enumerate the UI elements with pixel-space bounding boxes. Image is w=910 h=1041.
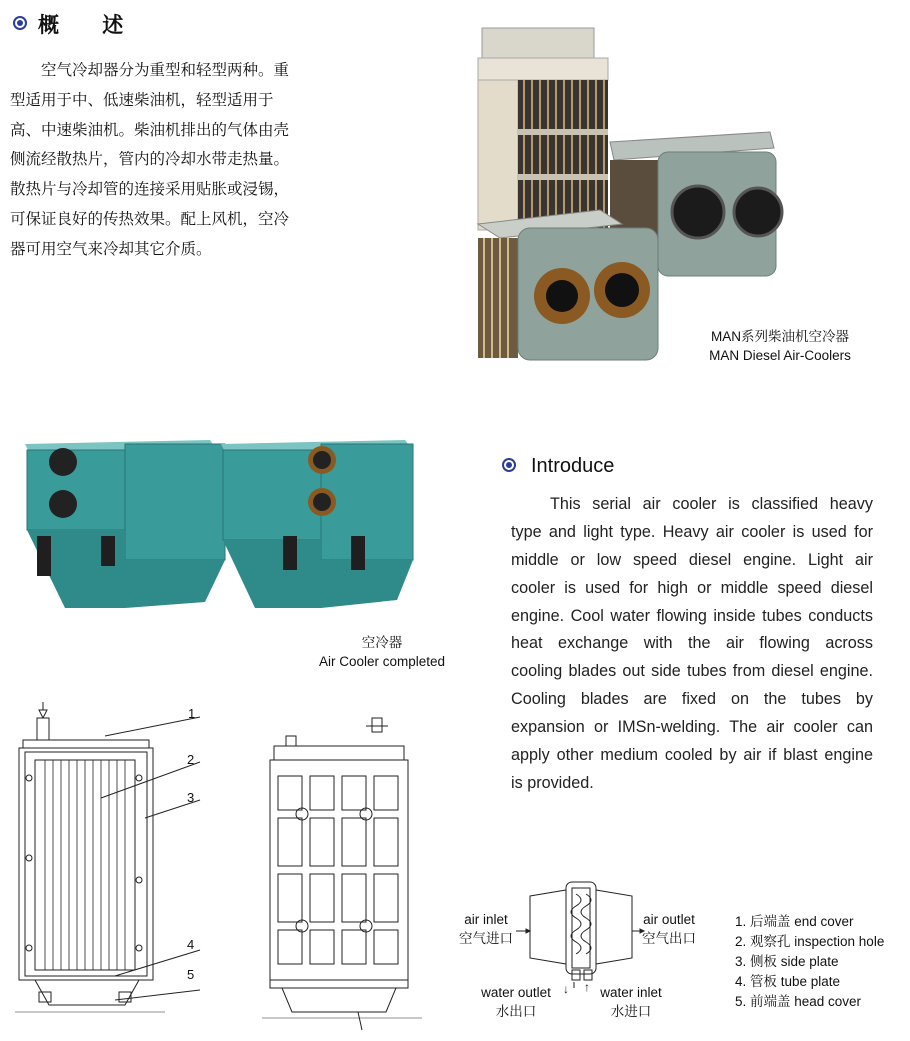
legend-item: 5. 前端盖 head cover (735, 994, 862, 1009)
cn-section-paragraph (10, 56, 358, 265)
cn-paragraph-line: 高、中速柴油机。柴油机排出的气体由壳 (10, 120, 290, 139)
parts-legend (735, 912, 884, 1012)
air-inlet-cn: 空气进口 (459, 931, 513, 946)
caption-en: MAN Diesel Air-Coolers (709, 348, 851, 363)
air-outlet-en: air outlet (643, 912, 695, 927)
cn-paragraph-line: 侧流经散热片，管内的冷却水带走热量。 (10, 150, 290, 169)
callout-3: 3 (187, 790, 195, 805)
side-view-drawing (15, 700, 215, 1035)
legend-item: 3. 侧板 side plate (735, 954, 839, 969)
air-cooler-completed-caption (302, 633, 462, 671)
cn-paragraph-line: 散热片与冷却管的连接采用贴胀或浸锡， (10, 180, 290, 199)
caption-en: Air Cooler completed (318, 654, 446, 669)
air-inlet-label (454, 910, 518, 948)
water-outlet-en: water outlet (481, 985, 551, 1000)
air-outlet-cn: 空气出口 (642, 931, 696, 946)
flow-diagram (516, 878, 646, 988)
en-paragraph-line: type and light type. Heavy air cooler is used for (511, 522, 873, 541)
water-inlet-label (593, 983, 669, 1021)
en-section-heading: Introduce (531, 455, 615, 477)
man-air-coolers-caption (680, 327, 880, 365)
man-air-coolers-photo (470, 24, 790, 369)
caption-cn: MAN系列柴油机空冷器 (711, 329, 849, 344)
callout-1: 1 (188, 706, 196, 721)
water-outlet-label (475, 983, 557, 1021)
callout-5: 5 (187, 967, 195, 982)
en-paragraph-line: expansion or IMSn-welding. The air cooler can (511, 718, 873, 737)
water-outlet-arrow-icon: ↓ (563, 982, 569, 996)
en-paragraph-line: is provided. (511, 773, 594, 792)
air-outlet-label (636, 910, 702, 948)
cn-paragraph-line: 型适用于中、低速柴油机，轻型适用于 (10, 90, 274, 109)
en-paragraph-line: cooler is used for high or middle speed diesel (511, 578, 873, 597)
callout-4: 4 (187, 937, 195, 952)
section-bullet-icon (13, 16, 27, 30)
en-section-paragraph (511, 491, 873, 798)
legend-item: 4. 管板 tube plate (735, 974, 841, 989)
section-bullet-icon (502, 458, 516, 472)
air-inlet-en: air inlet (464, 912, 508, 927)
cn-paragraph-line: 空气冷却器分为重型和轻型两种。重 (41, 61, 290, 79)
en-paragraph-line: middle or low speed diesel engine. Light air (511, 550, 873, 569)
legend-item: 1. 后端盖 end cover (735, 914, 854, 929)
en-paragraph-line: engine. Cool water flowing inside tubes conducts (511, 606, 873, 625)
cn-section-heading: 概 述 (38, 12, 142, 37)
en-paragraph-line: heat exchange with the air flowing across (511, 634, 873, 653)
water-inlet-arrow-icon: ↑ (584, 980, 590, 994)
callout-2: 2 (187, 752, 195, 767)
water-inlet-en: water inlet (600, 985, 662, 1000)
water-outlet-cn: 水出口 (495, 1004, 537, 1019)
en-paragraph-line: Cooling blades are fixed on the tubes by (511, 690, 873, 709)
caption-cn: 空冷器 (361, 635, 403, 650)
air-cooler-completed-photo (25, 436, 420, 614)
en-paragraph-line: cooling blades out side tubes from diesel engine. (511, 662, 873, 681)
cn-paragraph-line: 可保证良好的传热效果。配上风机，空冷 (10, 209, 290, 228)
en-paragraph-line: apply other medium cooled by air if blast engine (511, 746, 873, 765)
front-view-drawing (262, 712, 422, 1030)
en-paragraph-line: This serial air cooler is classified heavy (550, 495, 873, 513)
cn-paragraph-line: 器可用空气来冷却其它介质。 (10, 239, 212, 258)
legend-item: 2. 观察孔 inspection hole (735, 934, 885, 949)
water-inlet-cn: 水进口 (610, 1004, 652, 1019)
